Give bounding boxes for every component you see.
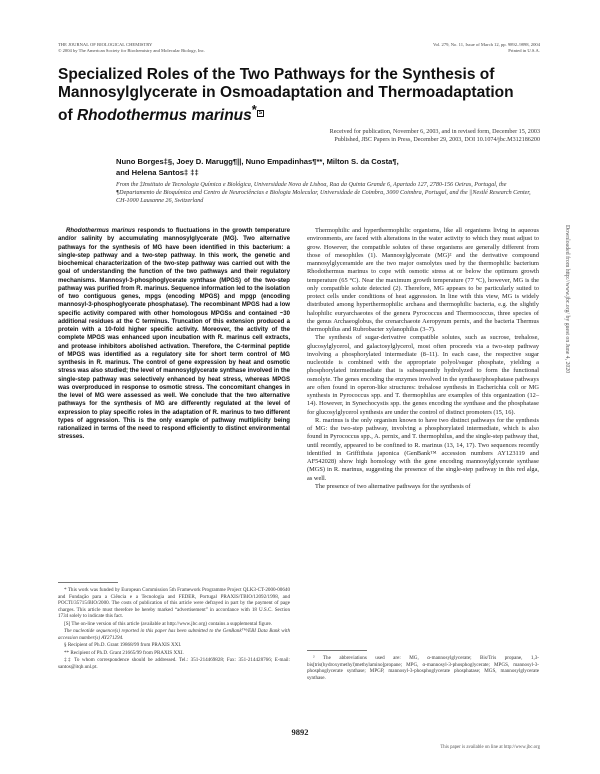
- footnote-genbank: The nucleotide sequence(s) reported in this paper has been submitted to the GenBank™/EBI Data Bank with accession number(s) AY271294.: [58, 628, 290, 641]
- printed-line: Printed in U.S.A.: [508, 48, 540, 53]
- issue-header: [433, 42, 540, 54]
- title-marks: *: [251, 102, 257, 117]
- journal-header: [58, 42, 205, 54]
- affiliations: From the ‡Instituto de Tecnologia Química e Biológica, Universidade Nova de Lisboa, Rua da Quinta Grande 6, Apartado 127, 2780-156 Oeiras, Portugal, the ¶Departamento de Bioquímica and Centro de Neurociências e Biologia Molecular, Universidade de Coimbra, 3000 Coimbra, Portugal, and the ||Nestlé Research Center, CH-1000 Lausanne 26, Switzerland: [116, 182, 531, 204]
- download-notice[interactable]: Downloaded from http://www.jbc.org/ by guest on June 4, 2020: [564, 225, 570, 374]
- abbreviations-text: ² The abbreviations used are: MG, α-mannosylglycerate; Bis/Tris propane, 1,3-bis[tris(hydroxymethyl)methylamino]propane; MPG, α-mannosyl-3-phosphoglycerate; MPGS, mannosyl-3-phosphoglycerate synthase; MPGP, mannosyl-3-phosphoglycerate phosphatase; MGS, mannosylglycerate synthase.: [307, 655, 539, 681]
- body-paragraph: R. marinus is the only organism known to have two distinct pathways for the synthesis of MG: the two-step pathway, involving a phosphorylated intermediate, which is also found in Pyrococcus spp., A. pernix, and T. thermophilus, and the single-step pathway that, until recently, appeared to be confined to R. marinus (13, 14, 17). Two sequences recently identified in Griffithsia japonica (GenBank™ accession numbers AY123119 and AF542028) show high homology with the gene encoding mannosylglycerate synthase (MGS) in R. marinus, suggesting the presence of the single-step pathway in this red alga, as well.: [307, 416, 539, 482]
- abstract: [58, 227, 290, 442]
- footer-note: This paper is available on line at http://www.jbc.org: [440, 745, 540, 750]
- authors-line-2: and Helena Santos‡ ‡‡: [116, 168, 199, 177]
- footnote-grant-2: ** Recipient of Ph.D. Grant 21665/99 from PRAXIS XXI.: [64, 649, 184, 656]
- footnote-rule: [58, 582, 118, 583]
- body-paragraph: The presence of two alternative pathways for the synthesis of: [315, 482, 471, 490]
- abbrev-rule: [307, 650, 367, 651]
- abstract-text: responds to fluctuations in the growth temperature and/or salinity by accumulating mannosylglycerate (MG). Two alternative pathways for the synthesis of MG have been identified in this bacterium: a single-step pathway and a two-step pathway. In this work, the genetic and biochemical characterization of the two-step pathway was carried out with the goal of understanding the function of the two pathways and their regulatory mechanisms. Mannosyl-3-phosphoglycerate synthase (MPGS) of the two-step pathway was purified from R. marinus. Sequence information led to the isolation of two contiguous genes, mpgs (encoding MPGS) and mpgp (encoding mannosyl-3-phosphoglycerate phosphatase). The recombinant MPGS had a low specific activity compared with other homologous MPGSs and contained ~30 additional residues at the C terminus. Truncation of this extension produced a protein with a 10-fold higher specific activity. Moreover, the activity of the complete MPGS was enhanced upon incubation with R. marinus cell extracts, and protease inhibitors abolished activation. Therefore, the C-terminal peptide of MPGS was identified as a regulatory site for short term control of MG synthesis in R. marinus. The control of gene expression by heat and osmotic stress was also studied; the level of mannosylglycerate synthase involved in the single-step pathway was selectively enhanced by heat stress, whereas MPGS was overproduced in response to osmotic stress. The concomitant changes in the level of MG were assessed as well. We conclude that the two alternative pathways for the synthesis of MG are differently regulated at the level of expression to play specific roles in the adaptation of R. marinus to two different types of aggression. This is the only example of pathway multiplicity being rationalized in terms of the need to respond efficiently to distinct environmental stresses.: [58, 228, 291, 441]
- volume-line: Vol. 279, No. 11, Issue of March 12, pp. 9892–9898, 2004: [432, 42, 540, 47]
- footnote-funding: * This work was funded by European Commission 5th Framework Programme Project QLK3-CT-2000-00640 and Fundação para a Ciência e a Tecnologia and FEDER, Portugal PRAXIS/TBIO/12092/1998, and POCTI/35715/BIO/2000. The costs of publication of this article were defrayed in part by the payment of page charges. This article must therefore be hereby marked “advertisement” in accordance with 18 U.S.C. Section 1734 solely to indicate this fact.: [58, 587, 290, 619]
- body-paragraph: Thermophilic and hyperthermophilic organisms, like all organisms living in aqueous environments, are faced with alterations in the water activity to which they must adjust to grow. However, the compatible solutes of these organisms are generally different from those of mesophiles (1). Mannosylglycerate (MG)² and the derivative compound mannosylglyceramide are the two major osmolytes used by the thermophilic bacterium Rhodothermus marinus to cope with osmotic stress at or below the optimum growth temperature (65 °C). Near the maximum growth temperature (77 °C), however, MG is the only compatible solute detected (2). Therefore, MG appears to be particularly suited to protect cells under conditions of heat aggression. In line with this view, MG is widely distributed among hyperthermophilic archaea and thermophilic bacteria, e.g. the slightly halophilic euryarchaeotes of the genera Pyrococcus and Thermococcus, three species of the genus Archaeoglobus, the crenarchaeote Aeropyrum pernix, and the bacteria Thermus thermophilus and Rubrobacter xylanophilus (3–7).: [307, 227, 539, 333]
- received-dates: [120, 128, 540, 144]
- abstract-column: [58, 227, 290, 442]
- footnotes: [58, 582, 290, 671]
- page-number: 9892: [291, 727, 309, 737]
- body-column: [307, 227, 539, 491]
- title-text: Specialized Roles of the Two Pathways for the Synthesis of Mannosylglycerate in Osmoadaptation and Thermoadaptation of: [58, 66, 514, 125]
- footnote-correspondence: ‡‡ To whom correspondence should be addressed. Tel.: 351-214469828; Fax: 351-214428766; E-mail: santos@itqb.unl.pt.: [58, 657, 290, 670]
- journal-name: THE JOURNAL OF BIOLOGICAL CHEMISTRY: [58, 42, 153, 47]
- body-paragraph: The synthesis of sugar-derivative compatible solutes, such as sucrose, trehalose, glucosylglycerol, and galactosylglycerol, most often proceeds via a two-step pathway involving a phosphorylated intermediate (8–11). In each case, the respective sugar nucleotide is combined with the appropriate polyol/sugar phosphate, yielding a phosphorylated intermediate that is subsequently hydrolyzed to form the functional osmolyte. The genes encoding the enzymes involved in the synthase/phosphatase pathways are often found in operon-like structures: trehalose synthesis in Escherichia coli or MG synthesis in Pyrococcus spp. and T. thermophilus are examples of this organization (12–14). However, in Synechocystis spp. the genes encoding the synthase and the phosphatase for glucosylglycerol synthesis are under the control of distinct promoters (15, 16).: [307, 334, 539, 416]
- abstract-species: Rhodothermus marinus: [66, 228, 136, 234]
- article-title: [58, 66, 528, 125]
- copyright-line: © 2004 by The American Society for Biochemistry and Molecular Biology, Inc.: [58, 48, 205, 53]
- authors-line-1: Nuno Borges‡§, Joey D. Marugg¶||, Nuno Empadinhas¶**, Milton S. da Costa¶,: [116, 157, 399, 166]
- author-list: [116, 156, 536, 178]
- supplemental-data-icon[interactable]: S: [258, 110, 263, 116]
- footnote-supplement: [S] The on-line version of this article (available at http://www.jbc.org) contains a supplemental figure.: [64, 620, 272, 627]
- received-line: Received for publication, November 6, 2003, and in revised form, December 15, 2003: [329, 129, 540, 135]
- published-line: Published, JBC Papers in Press, December 29, 2003, DOI 10.1074/jbc.M312186200: [334, 137, 540, 143]
- footnote-grant-1: § Recipient of Ph.D. Grant 19868/99 from PRAXIS XXI.: [64, 642, 182, 648]
- abbreviations-footnote: [307, 650, 539, 681]
- title-species: Rhodothermus marinus: [76, 107, 252, 125]
- download-sidebar: [560, 225, 572, 525]
